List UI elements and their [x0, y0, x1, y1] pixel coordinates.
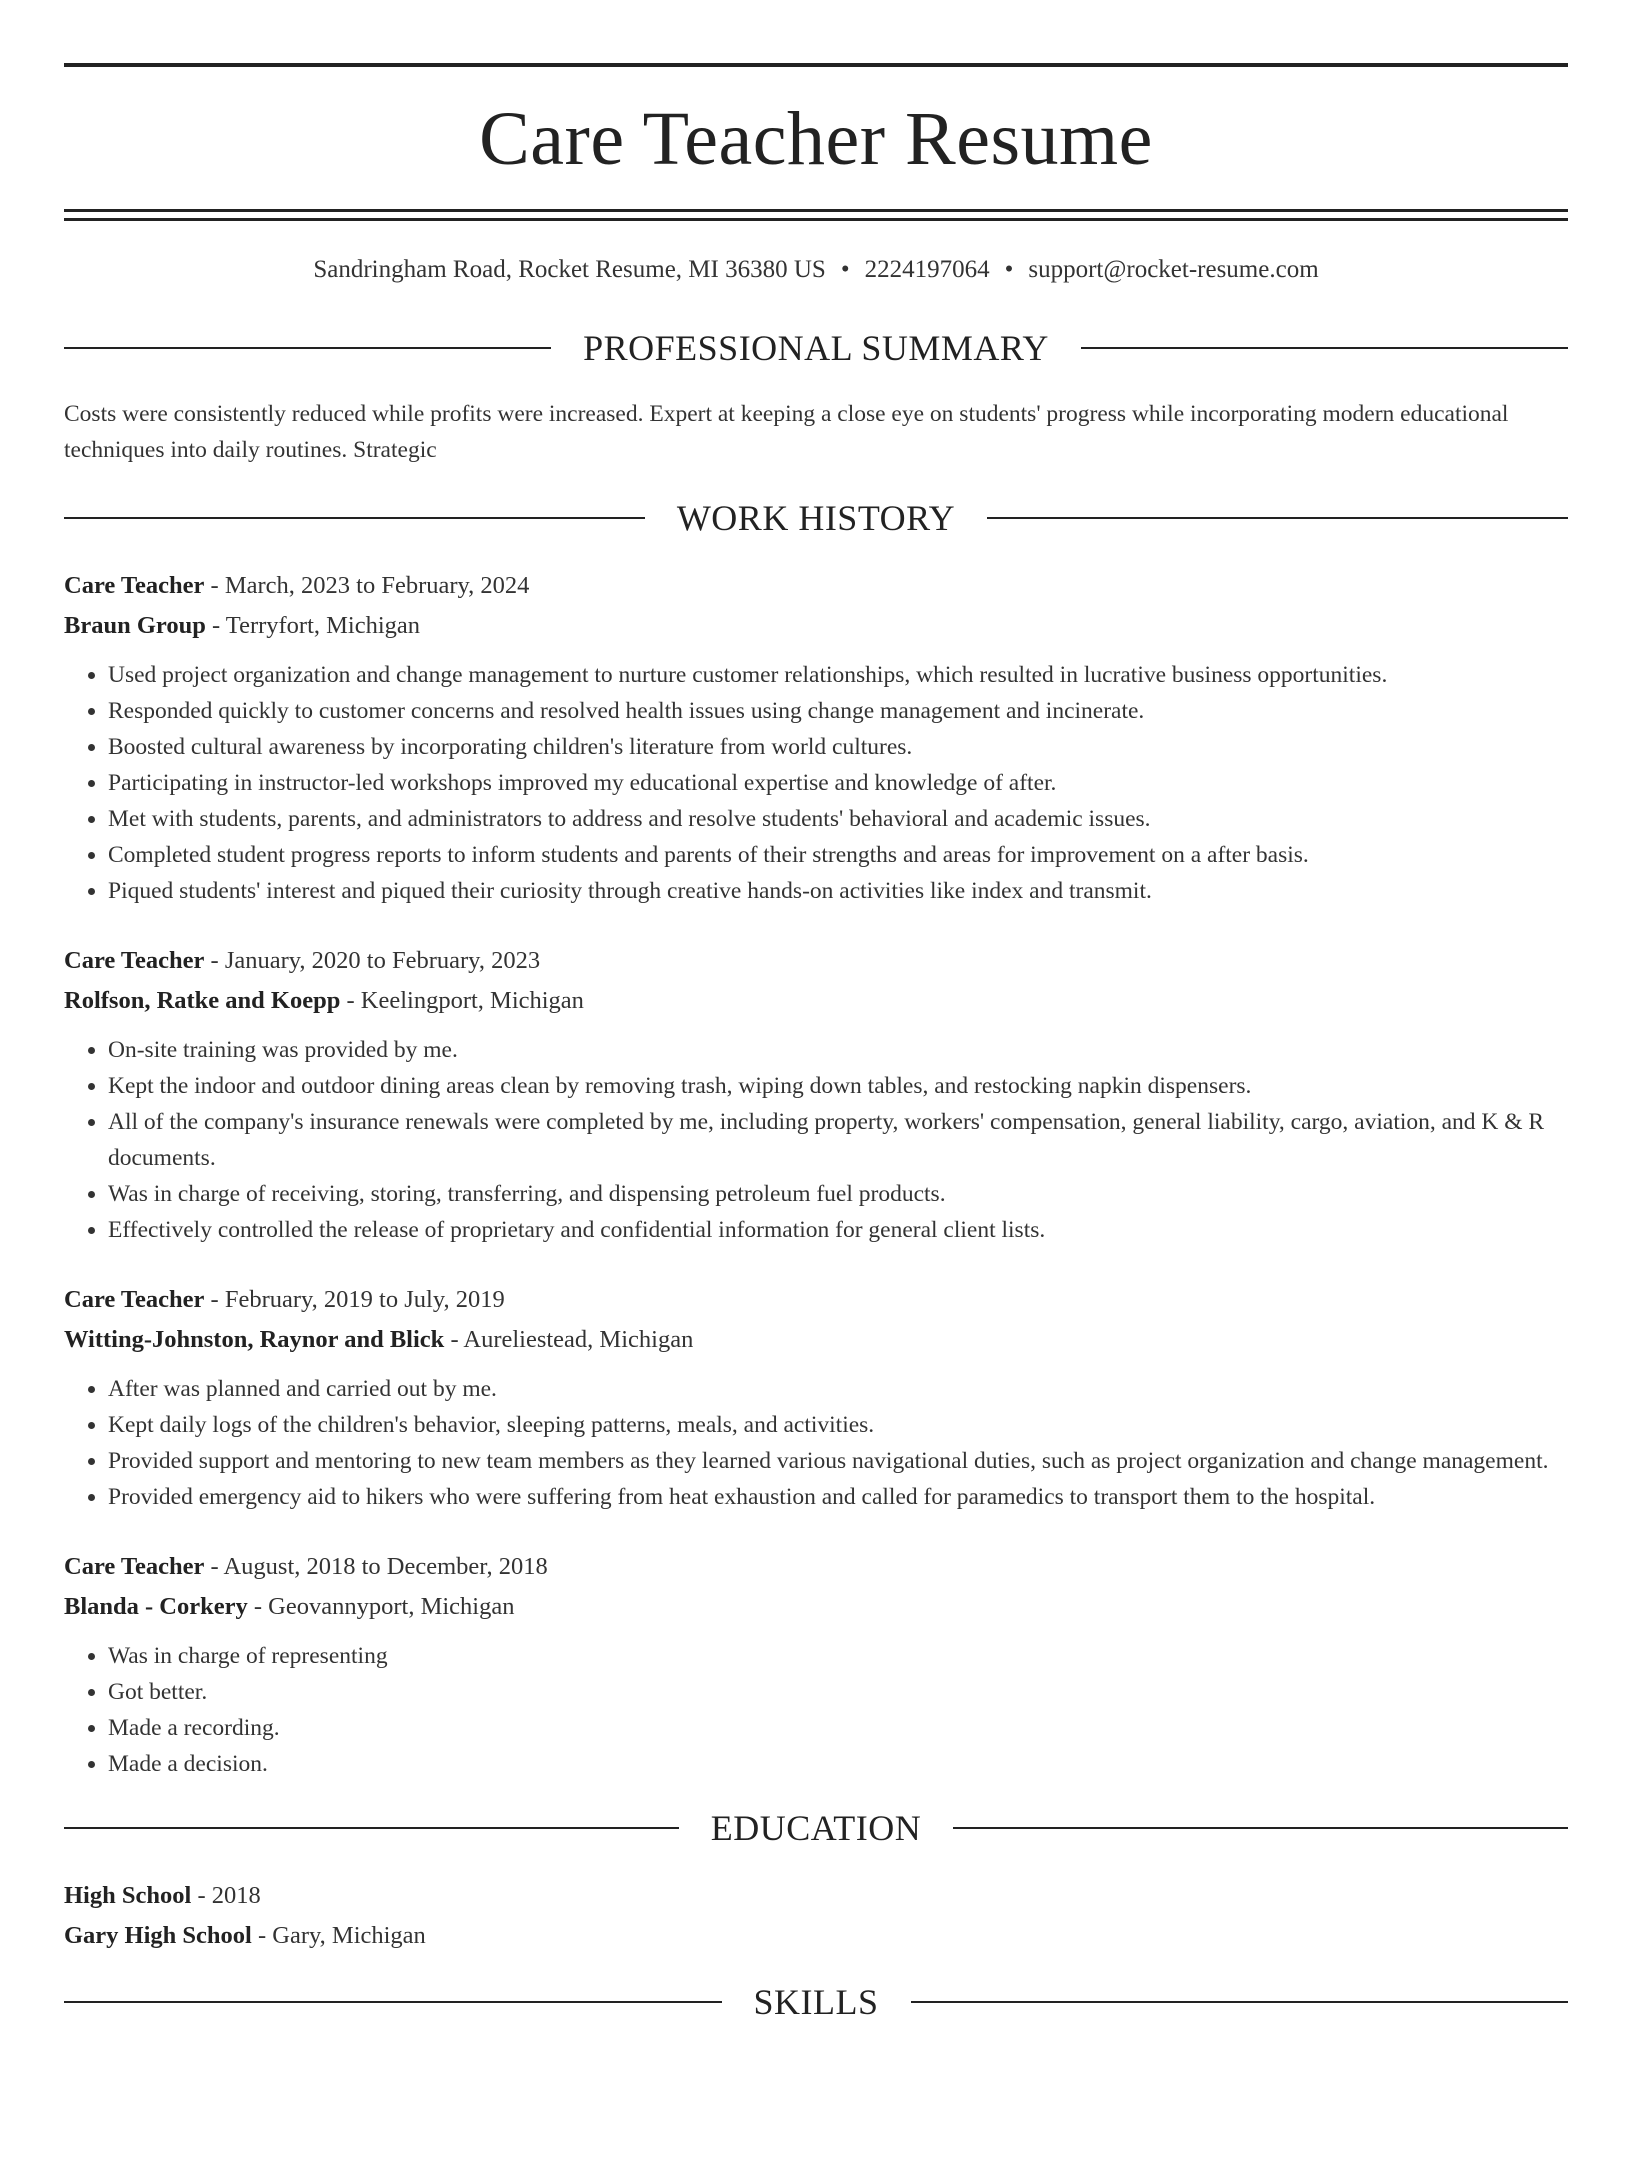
education-school: Gary High School: [64, 1922, 252, 1949]
section-rule-left: [64, 347, 551, 349]
resume-page: [0, 63, 1632, 2175]
contact-address: Sandringham Road, Rocket Resume, MI 36380 US: [313, 256, 826, 283]
job-company: Braun Group: [64, 612, 206, 639]
top-rule: [64, 63, 1568, 67]
duty-item: • Used project organization and change management to nurture customer relationships, which resulted in lucrative business opportunities.: [108, 657, 1568, 693]
section-title-work: WORK HISTORY: [676, 498, 956, 538]
duty-item: • Boosted cultural awareness by incorporating children's literature from world cultures.: [108, 729, 1568, 765]
job-entry: [64, 941, 1568, 1248]
summary-text: Costs were consistently reduced while profits were increased. Expert at keeping a close eye on students' progress while incorporating modern educational techniques into daily routines. Strategic: [64, 401, 1509, 463]
duty-item: • Made a recording.: [108, 1710, 1568, 1746]
section-title-education: EDUCATION: [710, 1808, 922, 1848]
duty-item: • Provided emergency aid to hikers who were suffering from heat exhaustion and called for paramedics to transport them to the hospital.: [108, 1479, 1568, 1515]
job-title-line: [64, 941, 1568, 981]
job-duties-list: [64, 1638, 1568, 1782]
section-rule-right: [953, 1827, 1568, 1829]
contact-line: [64, 257, 1568, 282]
job-company: Blanda - Corkery: [64, 1593, 248, 1620]
duty-item: • Completed student progress reports to inform students and parents of their strengths and areas for improvement on a after basis.: [108, 837, 1568, 873]
section-heading-work: [64, 500, 1568, 536]
job-role: Care Teacher: [64, 947, 205, 974]
job-location: - Terryfort, Michigan: [205, 612, 421, 639]
duty-item: • Piqued students' interest and piqued their curiosity through creative hands-on activities like index and transmit.: [108, 873, 1568, 909]
job-role: Care Teacher: [64, 1286, 205, 1313]
job-title-line: [64, 1547, 1568, 1587]
contact-separator: •: [840, 256, 850, 283]
section-rule-left: [64, 517, 645, 519]
education-school-line: [64, 1916, 1568, 1956]
education-degree-line: [64, 1876, 1568, 1916]
job-title-line: [64, 1280, 1568, 1320]
education-location: - Gary, Michigan: [251, 1922, 426, 1949]
duty-item: • Was in charge of receiving, storing, transferring, and dispensing petroleum fuel products.: [108, 1176, 1568, 1212]
duty-item: • After was planned and carried out by me.: [108, 1371, 1568, 1407]
job-company-line: [64, 1587, 1568, 1627]
job-location: - Keelingport, Michigan: [340, 987, 584, 1014]
job-title-line: [64, 566, 1568, 606]
contact-phone: 2224197064: [864, 256, 990, 283]
job-duties-list: [64, 1371, 1568, 1515]
section-heading-skills: [64, 1984, 1568, 2020]
job-entry: [64, 1547, 1568, 1782]
duty-item: • Got better.: [108, 1674, 1568, 1710]
duty-item: • Participating in instructor-led workshops improved my educational expertise and knowledge of after.: [108, 765, 1568, 801]
job-location: - Aureliestead, Michigan: [444, 1326, 694, 1353]
duty-item: • Was in charge of representing: [108, 1638, 1568, 1674]
duty-item: • Kept the indoor and outdoor dining areas clean by removing trash, wiping down tables, and restocking napkin dispensers.: [108, 1068, 1568, 1104]
section-title-skills: SKILLS: [753, 1982, 879, 2022]
section-rule-right: [911, 2001, 1569, 2003]
section-rule-left: [64, 1827, 679, 1829]
section-rule-right: [1081, 347, 1568, 349]
education-year: - 2018: [191, 1882, 261, 1909]
job-company-line: [64, 606, 1568, 646]
job-company-line: [64, 981, 1568, 1021]
section-rule-right: [987, 517, 1568, 519]
job-entry: [64, 566, 1568, 909]
duty-item: • Effectively controlled the release of proprietary and confidential information for general client lists.: [108, 1212, 1568, 1248]
duty-item: • Provided support and mentoring to new team members as they learned various navigational duties, such as project organization and change management.: [108, 1443, 1568, 1479]
duty-item: • Kept daily logs of the children's behavior, sleeping patterns, meals, and activities.: [108, 1407, 1568, 1443]
job-company: Witting-Johnston, Raynor and Blick: [64, 1326, 445, 1353]
education-entry: [64, 1876, 1568, 1956]
job-duties-list: [64, 1032, 1568, 1248]
contact-separator: •: [1004, 256, 1014, 283]
job-company-line: [64, 1320, 1568, 1360]
resume-title: Care Teacher Resume: [479, 97, 1153, 181]
duty-item: • On-site training was provided by me.: [108, 1032, 1568, 1068]
section-rule-left: [64, 2001, 722, 2003]
education-degree: High School: [64, 1882, 192, 1909]
job-dates: - January, 2020 to February, 2023: [204, 947, 541, 974]
job-location: - Geovannyport, Michigan: [247, 1593, 515, 1620]
contact-email: support@rocket-resume.com: [1028, 256, 1319, 283]
title-double-rule: [64, 209, 1568, 221]
duty-item: • Met with students, parents, and administrators to address and resolve students' behavioral and academic issues.: [108, 801, 1568, 837]
job-role: Care Teacher: [64, 572, 205, 599]
duty-item: • All of the company's insurance renewals were completed by me, including property, workers' compensation, general liability, cargo, aviation, and K & R documents.: [108, 1104, 1568, 1176]
section-heading-summary: [64, 330, 1568, 366]
duty-item: • Responded quickly to customer concerns and resolved health issues using change management and incinerate.: [108, 693, 1568, 729]
job-duties-list: [64, 657, 1568, 909]
job-dates: - August, 2018 to December, 2018: [204, 1553, 548, 1580]
job-company: Rolfson, Ratke and Koepp: [64, 987, 341, 1014]
duty-item: • Made a decision.: [108, 1746, 1568, 1782]
job-dates: - March, 2023 to February, 2024: [204, 572, 530, 599]
job-dates: - February, 2019 to July, 2019: [204, 1286, 505, 1313]
section-heading-education: [64, 1810, 1568, 1846]
job-entry: [64, 1280, 1568, 1515]
job-role: Care Teacher: [64, 1553, 205, 1580]
section-title-summary: PROFESSIONAL SUMMARY: [583, 328, 1049, 368]
